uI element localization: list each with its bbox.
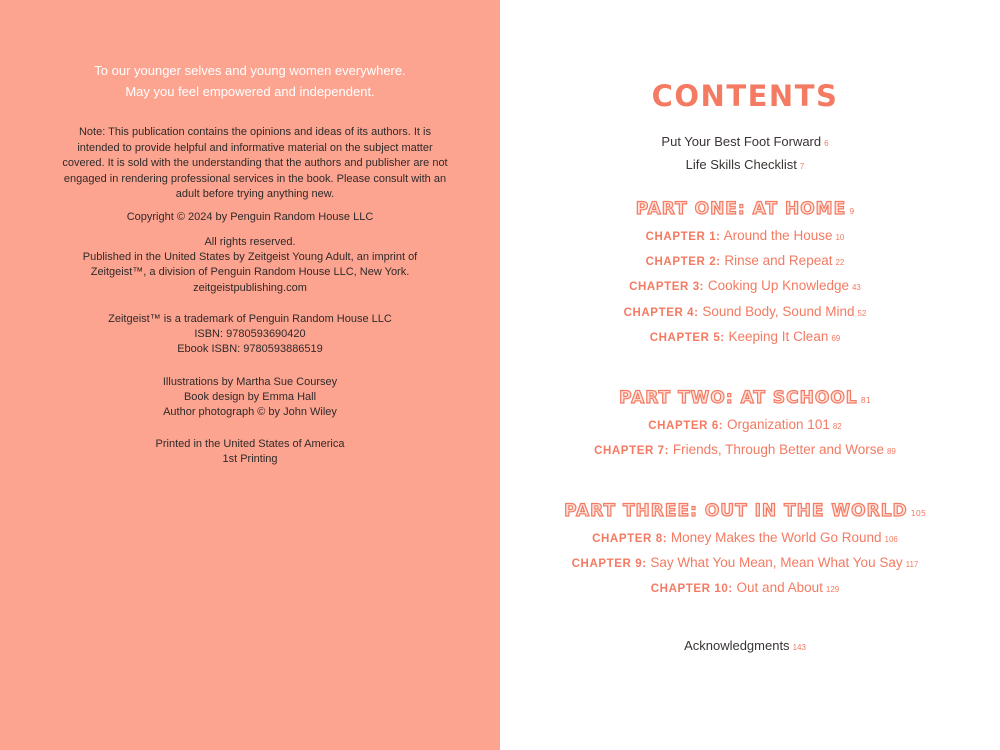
toc-chapter-entry bbox=[500, 442, 990, 457]
toc-page-number: 69 bbox=[831, 334, 841, 343]
chapter-title: Money Makes the World Go Round bbox=[670, 530, 882, 545]
toc-page-number: 82 bbox=[832, 422, 842, 431]
rights-line: Published in the United States by Zeitgeist Young Adult, an imprint of bbox=[82, 251, 418, 264]
toc-part-heading bbox=[500, 199, 990, 219]
chapter-title: Say What You Mean, Mean What You Say bbox=[650, 555, 903, 570]
chapter-title: Keeping It Clean bbox=[728, 329, 829, 344]
toc-page-number: 10 bbox=[835, 233, 845, 242]
toc-page-number: 9 bbox=[849, 207, 855, 216]
chapter-title: Sound Body, Sound Mind bbox=[702, 304, 855, 319]
toc-entry-title: Acknowledgments bbox=[684, 638, 790, 653]
rights-block bbox=[0, 235, 500, 296]
printing-line: 1st Printing bbox=[222, 453, 278, 466]
toc-front-entry bbox=[500, 157, 990, 172]
chapter-label: CHAPTER 3: bbox=[629, 281, 705, 293]
toc-entry-title: Life Skills Checklist bbox=[685, 157, 797, 172]
toc-chapter-entry bbox=[500, 417, 990, 432]
toc-chapter-entry bbox=[500, 580, 990, 595]
copyright-text: Copyright © 2024 by Penguin Random House LLC bbox=[126, 211, 374, 223]
dedication-line: May you feel empowered and independent. bbox=[125, 84, 375, 99]
toc-part-heading bbox=[500, 501, 990, 521]
chapter-title: Rinse and Repeat bbox=[724, 253, 833, 268]
credit-line: Book design by Emma Hall bbox=[183, 391, 317, 404]
chapter-label: CHAPTER 2: bbox=[645, 256, 721, 268]
chapter-label: CHAPTER 6: bbox=[648, 420, 724, 432]
publisher-url: zeitgeistpublishing.com bbox=[193, 281, 307, 294]
toc-page-number: 7 bbox=[799, 162, 805, 171]
isbn: ISBN: 9780593690420 bbox=[194, 328, 306, 341]
chapter-title: Cooking Up Knowledge bbox=[707, 278, 849, 293]
chapter-label: CHAPTER 9: bbox=[571, 558, 647, 570]
contents-page bbox=[500, 0, 1000, 750]
toc-page-number: 6 bbox=[824, 139, 829, 148]
toc-chapter-entry bbox=[500, 304, 990, 319]
toc-page-number: 105 bbox=[910, 509, 926, 518]
toc-page-number: 22 bbox=[835, 258, 845, 267]
dedication bbox=[0, 60, 500, 102]
toc-chapter-entry bbox=[500, 253, 990, 268]
toc-chapter-entry bbox=[500, 329, 990, 344]
chapter-title: Friends, Through Better and Worse bbox=[672, 442, 884, 457]
toc-chapter-entry bbox=[500, 530, 990, 545]
part-title: PART TWO: AT SCHOOL bbox=[619, 388, 858, 408]
toc-chapter-entry bbox=[500, 278, 990, 293]
ebook-isbn: Ebook ISBN: 9780593886519 bbox=[177, 343, 323, 356]
toc-back-entry bbox=[500, 638, 990, 653]
toc-front-entry bbox=[500, 134, 990, 149]
contents-title: CONTENTS bbox=[651, 79, 839, 113]
credits-block bbox=[0, 375, 500, 421]
toc-page-number: 43 bbox=[851, 283, 861, 292]
dedication-line: To our younger selves and young women everywhere. bbox=[94, 63, 406, 78]
toc-page-number: 52 bbox=[857, 309, 867, 318]
toc-page-number: 81 bbox=[860, 396, 871, 405]
chapter-label: CHAPTER 10: bbox=[650, 583, 733, 595]
trademark-line: Zeitgeist™ is a trademark of Penguin Random House LLC bbox=[108, 313, 392, 325]
toc-page-number: 117 bbox=[905, 560, 919, 569]
copyright-line bbox=[0, 210, 500, 225]
rights-line: Zeitgeist™, a division of Penguin Random House LLC, New York. bbox=[90, 266, 410, 279]
toc-part-heading bbox=[500, 388, 990, 408]
rights-line: All rights reserved. bbox=[204, 236, 296, 248]
part-title: PART ONE: AT HOME bbox=[635, 199, 847, 219]
printing-block bbox=[0, 437, 500, 467]
trademark-block bbox=[0, 312, 500, 358]
toc-page-number: 89 bbox=[886, 447, 896, 456]
toc-chapter-entry bbox=[500, 555, 990, 570]
toc-chapter-entry bbox=[500, 228, 990, 243]
printing-line: Printed in the United States of America bbox=[155, 438, 345, 450]
chapter-title: Organization 101 bbox=[727, 417, 830, 432]
chapter-label: CHAPTER 1: bbox=[645, 231, 721, 243]
toc-entry-title: Put Your Best Foot Forward bbox=[661, 134, 822, 149]
chapter-title: Around the House bbox=[723, 228, 833, 243]
chapter-label: CHAPTER 4: bbox=[623, 307, 699, 319]
chapter-label: CHAPTER 8: bbox=[592, 533, 668, 545]
chapter-label: CHAPTER 5: bbox=[649, 332, 725, 344]
chapter-label: CHAPTER 7: bbox=[594, 445, 670, 457]
toc-page-number: 106 bbox=[884, 535, 898, 544]
disclaimer-note: Note: This publication contains the opinions and ideas of its authors. It is intended to provide helpful and informative material on the subject matter covered. It is sold with the understanding that the authors and publisher are not engaged in rendering professional services in the book. Please consult with an adult before trying anything new. bbox=[62, 126, 448, 200]
toc-page-number: 143 bbox=[792, 643, 806, 652]
chapter-title: Out and About bbox=[736, 580, 823, 595]
part-title: PART THREE: OUT IN THE WORLD bbox=[564, 501, 908, 521]
credit-line: Illustrations by Martha Sue Coursey bbox=[162, 376, 338, 388]
credit-line: Author photograph © by John Wiley bbox=[163, 406, 337, 419]
toc-page-number: 129 bbox=[825, 585, 840, 594]
